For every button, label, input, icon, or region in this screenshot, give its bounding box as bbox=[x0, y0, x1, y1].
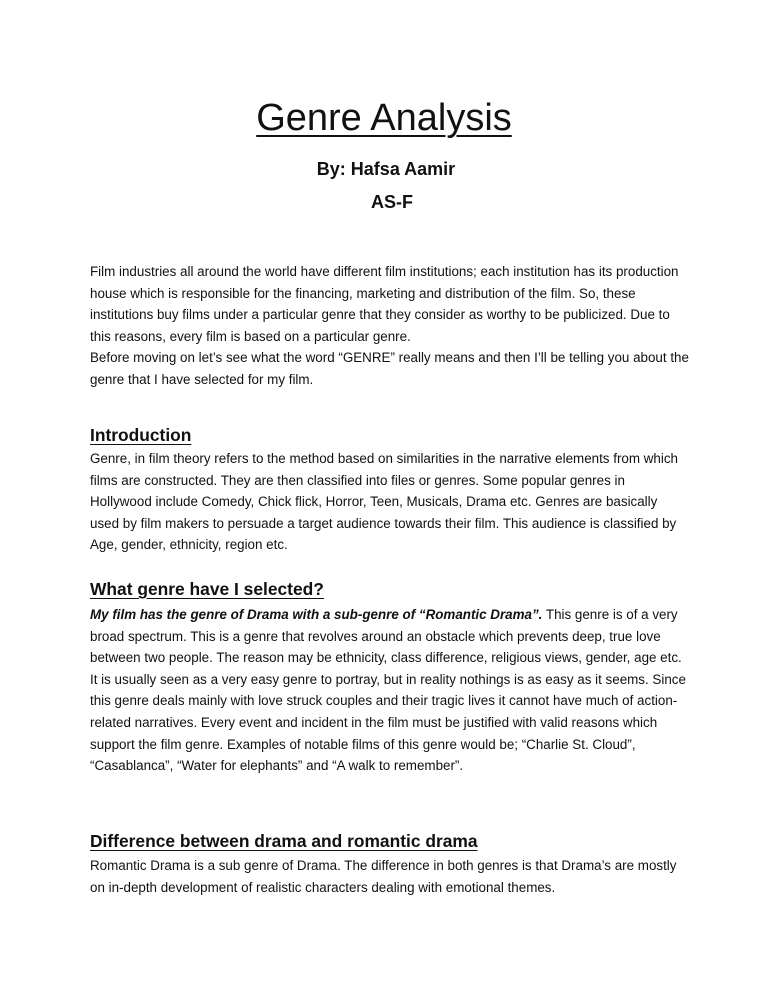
section-heading-introduction: Introduction bbox=[90, 425, 192, 445]
intro-block bbox=[90, 261, 690, 391]
author-text: By: Hafsa Aamir bbox=[316, 159, 456, 179]
section-heading-selected-genre: What genre have I selected? bbox=[90, 579, 324, 599]
class-text: AS-F bbox=[371, 192, 413, 212]
intro-paragraph: Film industries all around the world have different film institutions; each institution has its production house which is responsible for the financing, marketing and distribution of the film. So, these institutions buy films under a particular genre that they consider as worthy to be publicized. Due to this reasons, every film is based on a particular genre. bbox=[90, 264, 679, 344]
section-heading-difference: Difference between drama and romantic drama bbox=[90, 831, 478, 851]
selected-genre-body: This genre is of a very broad spectrum. This is a genre that revolves around an obstacle which prevents deep, true love between two people. The reason may be ethnicity, class difference, religious views, gender, age etc. bbox=[90, 607, 682, 666]
difference-block bbox=[90, 855, 690, 898]
difference-paragraph: Romantic Drama is a sub genre of Drama. The difference in both genres is that Drama’s are mostly on in-depth development of realistic characters dealing with emotional themes. bbox=[90, 858, 677, 895]
selected-genre-block bbox=[90, 604, 690, 777]
intro-paragraph: Before moving on let’s see what the word “GENRE” really means and then I’ll be telling you about the genre that I have selected for my film. bbox=[90, 350, 689, 387]
introduction-paragraph: Genre, in film theory refers to the method based on similarities in the narrative elements from which films are constructed. They are then classified into files or genres. Some popular genres in Hollywood include Comedy, Chick flick, Horror, Teen, Musicals, Drama etc. Genres are basically used by film makers to persuade a target audience towards their film. This audience is classified by Age, gender, ethnicity, region etc. bbox=[90, 451, 678, 553]
selected-genre-paragraph: It is usually seen as a very easy genre to portray, but in reality nothings is as easy as it seems. Since this genre deals mainly with love struck couples and their tragic lives it cannot have much of action-related narratives. Every event and incident in the film must be justified with valid reasons which support the film genre. Examples of notable films of this genre would be; “Charlie St. Cloud”, “Casablanca”, “Water for elephants” and “A walk to remember”. bbox=[90, 671, 686, 774]
author-line bbox=[0, 158, 768, 180]
page-title: Genre Analysis bbox=[256, 97, 512, 139]
selected-genre-paragraph bbox=[90, 604, 690, 669]
class-line bbox=[0, 191, 768, 213]
selected-genre-lead: My film has the genre of Drama with a sub-genre of “Romantic Drama”. bbox=[90, 607, 543, 622]
introduction-block bbox=[90, 448, 690, 556]
